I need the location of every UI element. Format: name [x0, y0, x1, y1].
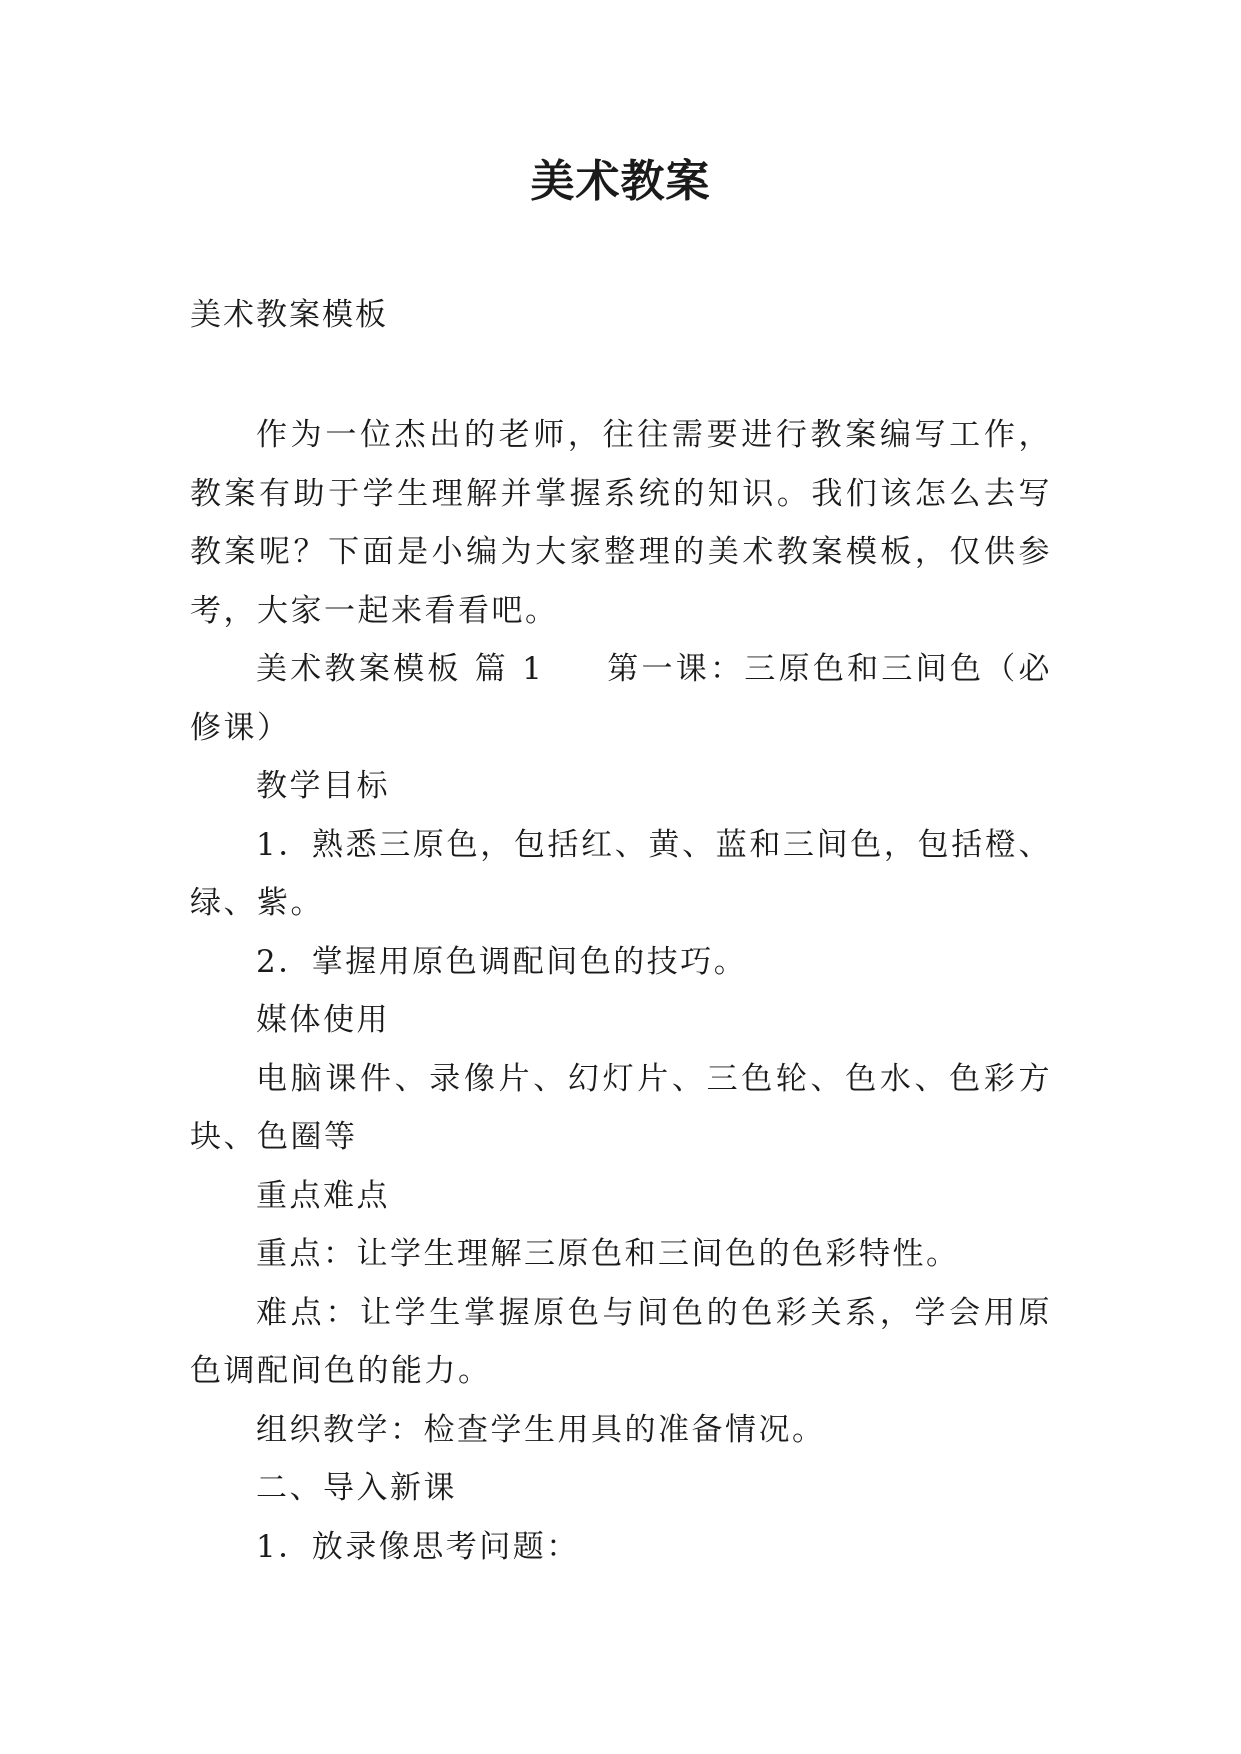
part-label: 美术教案模板 篇 1: [256, 651, 545, 687]
section-heading-media: 媒体使用: [256, 1002, 390, 1038]
intro-paragraph: 作为一位杰出的老师，往往需要进行教案编写工作，教案有助于学生理解并掌握系统的知识。我们该怎么去写教案呢？下面是小编为大家整理的美术教案模板，仅供参考，大家一起来看看吧。: [190, 417, 1052, 629]
objective-item-1: 1．熟悉三原色，包括红、黄、蓝和三间色，包括橙、绿、紫。: [190, 826, 1052, 921]
key-point-difficulty: 难点：让学生掌握原色与间色的色彩关系，学会用原色调配间色的能力。: [190, 1294, 1052, 1389]
document-subtitle: 美术教案模板: [190, 297, 388, 333]
document-title: 美术教案: [530, 156, 711, 207]
lesson-heading-paragraph: [190, 640, 1052, 757]
lesson-title: 第一课：三原色和三间色（必修课）: [190, 651, 1053, 746]
new-lesson-item-1: 1．放录像思考问题：: [256, 1528, 580, 1565]
organize-teaching: 组织教学：检查学生用具的准备情况。: [256, 1411, 826, 1448]
objective-item-2: 2．掌握用原色调配间色的技巧。: [256, 943, 748, 980]
section-heading-new-lesson: 二、导入新课: [256, 1470, 457, 1506]
section-heading-objectives: 教学目标: [256, 768, 390, 804]
section-heading-key-points: 重点难点: [256, 1177, 390, 1214]
key-point-focus: 重点：让学生理解三原色和三间色的色彩特性。: [256, 1236, 960, 1272]
document-body: [190, 406, 1052, 1576]
media-list: 电脑课件、录像片、幻灯片、三色轮、色水、色彩方块、色圈等: [190, 1060, 1052, 1155]
